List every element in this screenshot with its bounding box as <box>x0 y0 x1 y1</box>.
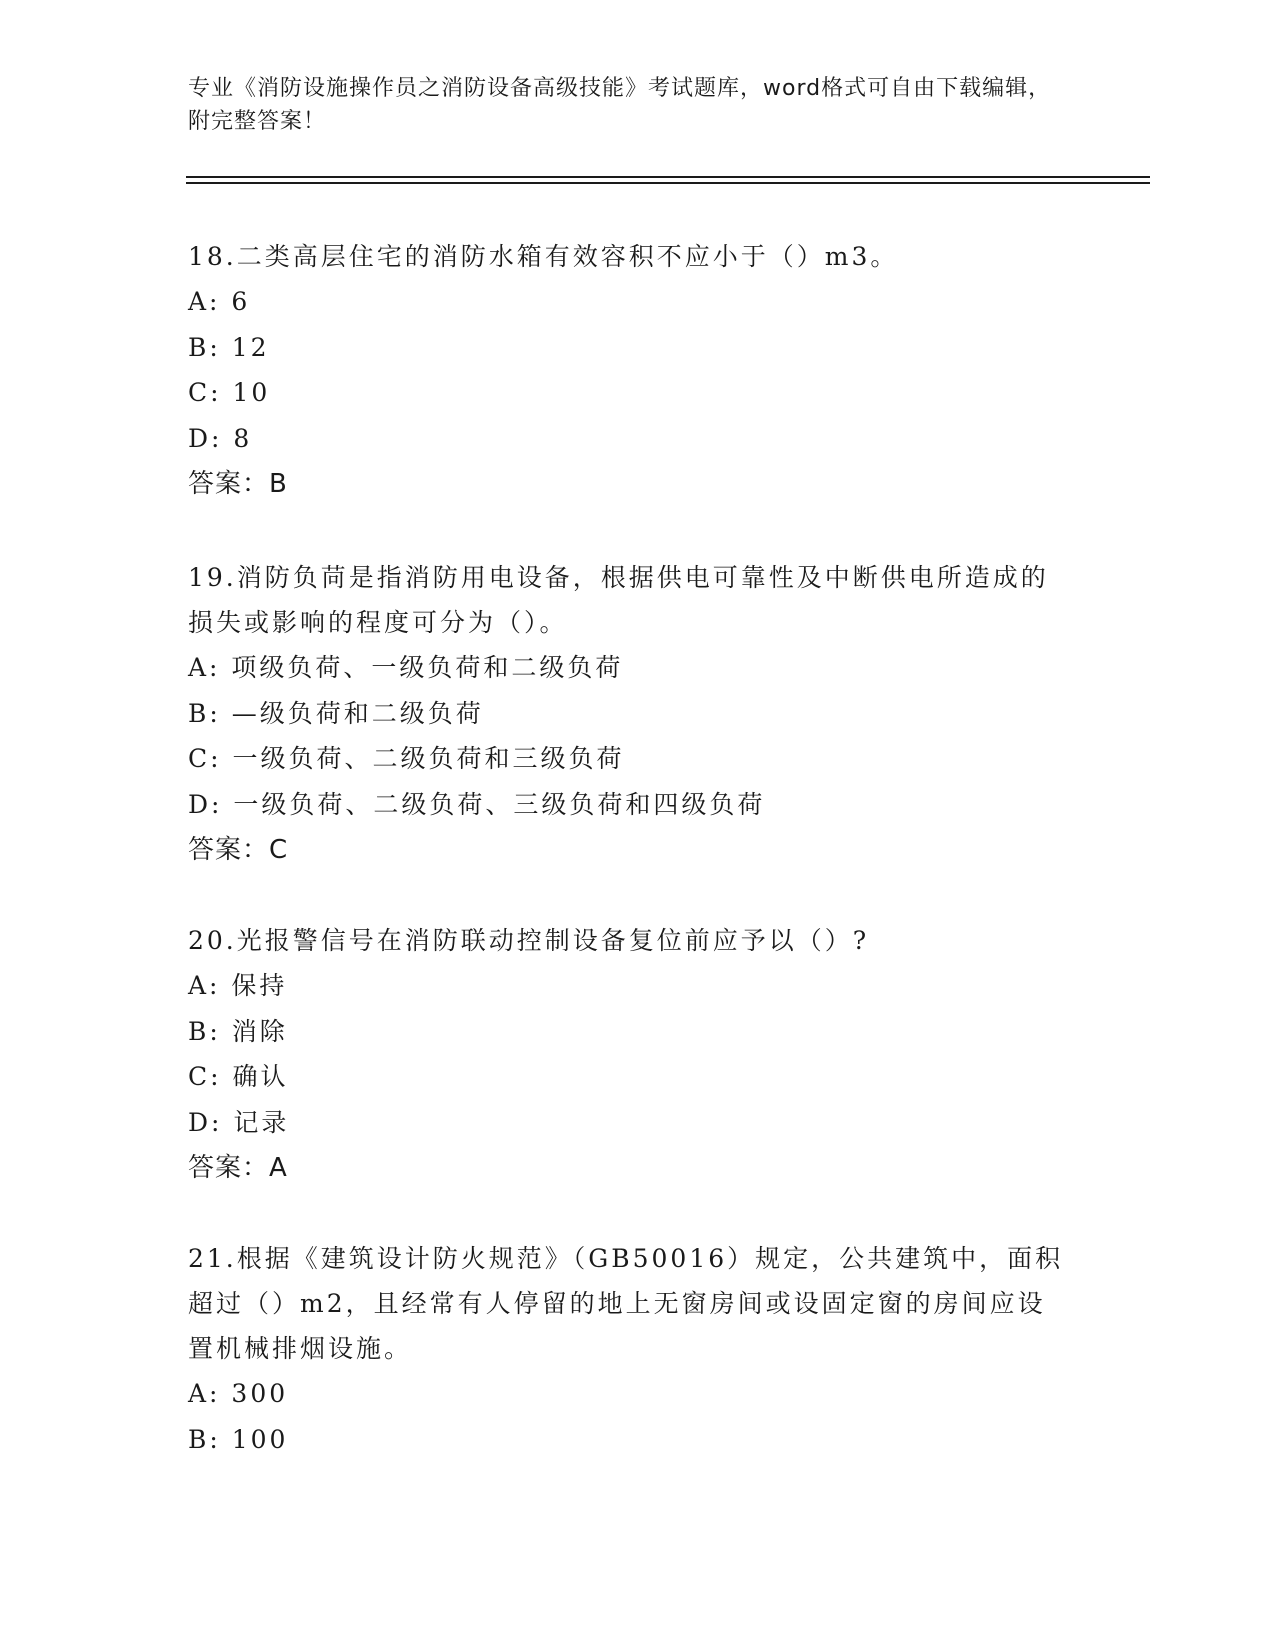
option-d: D: 一级负荷、二级负荷、三级负荷和四级负荷 <box>188 789 766 819</box>
option-b: B: —级负荷和二级负荷 <box>188 698 484 728</box>
option-a: A: 300 <box>188 1379 289 1408</box>
option-d: D: 8 <box>188 423 253 453</box>
option-a: A: 保持 <box>188 971 288 1000</box>
option-c: C: 一级负荷、二级负荷和三级负荷 <box>188 744 625 773</box>
answer-text: 答案：C <box>188 835 289 865</box>
header-rule-top <box>186 176 1150 178</box>
option-a: A: 项级负荷、一级负荷和二级负荷 <box>188 653 624 682</box>
question-21 <box>188 1236 1068 1462</box>
option-a: A: 6 <box>188 287 251 316</box>
question-18 <box>188 234 1068 507</box>
option-d: D: 记录 <box>188 1107 290 1137</box>
answer-text: 答案：A <box>188 1153 288 1183</box>
question-stem: 19.消防负苘是指消防用电设备，根据供电可靠性及中断供电所造成的损失或影响的程度可分为（）。 <box>188 563 1049 637</box>
option-c: C: 确认 <box>188 1062 289 1091</box>
question-stem: 21.根据《建筑设计防火规范》（GB50016）规定，公共建筑中，面积超过（）m2，且经常有人停留的地上无窗房间或设固定窗的房间应设置机械排烟设施。 <box>188 1244 1064 1363</box>
question-20 <box>188 918 1068 1191</box>
option-b: B: 12 <box>188 332 270 362</box>
document-header: 专业《消防设施操作员之消防设备高级技能》考试题库，word格式可自由下载编辑，附完整答案！ <box>188 76 1052 134</box>
header-rule-bottom <box>186 182 1150 184</box>
question-stem: 20.光报警信号在消防联动控制设备复位前应予以（）? <box>188 926 870 955</box>
option-b: B: 100 <box>188 1424 289 1454</box>
option-b: B: 消除 <box>188 1016 288 1046</box>
question-19 <box>188 555 1068 873</box>
answer-text: 答案：B <box>188 469 288 499</box>
question-stem: 18.二类高层住宅的消防水箱有效容积不应小于（）m3。 <box>188 242 899 271</box>
option-c: C: 10 <box>188 378 271 407</box>
